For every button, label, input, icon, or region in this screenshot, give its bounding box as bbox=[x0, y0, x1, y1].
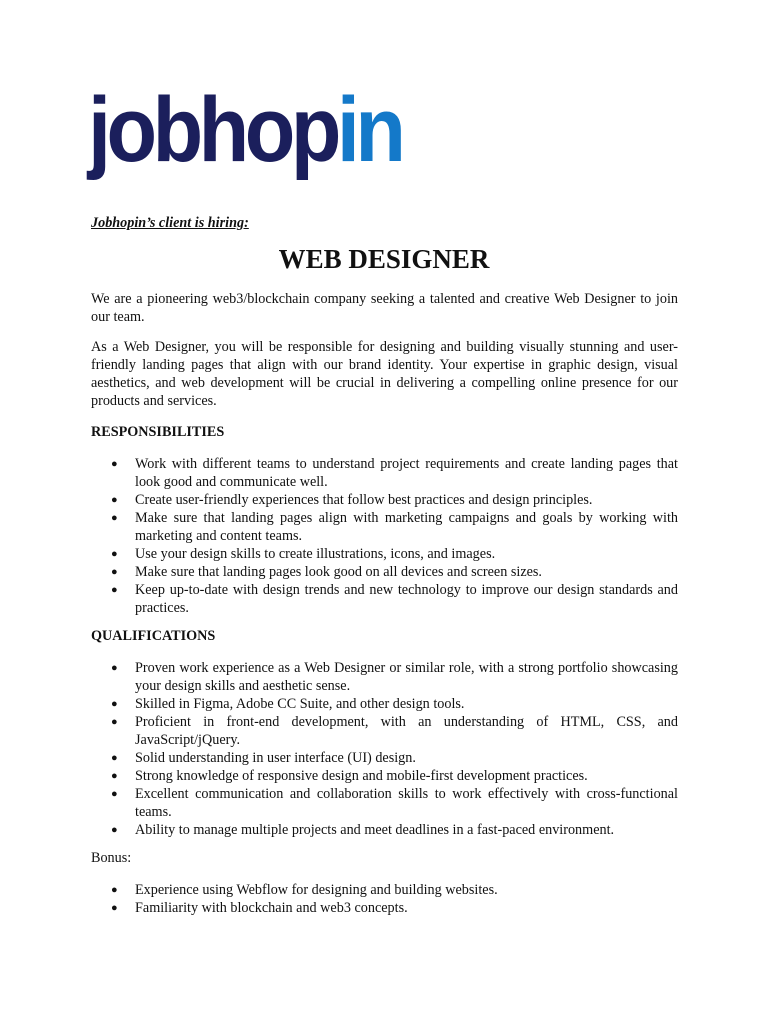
qualifications-heading: QUALIFICATIONS bbox=[91, 628, 216, 644]
hiring-label: Jobhopin’s client is hiring: bbox=[91, 215, 249, 231]
bonus-list bbox=[91, 881, 678, 917]
responsibilities-list bbox=[91, 455, 678, 617]
list-item: ● Proven work experience as a Web Designer or similar role, with a strong portfolio showcasing your design skills and aesthetic sense. bbox=[91, 659, 678, 695]
bonus-heading: Bonus: bbox=[91, 850, 132, 866]
qualifications-list bbox=[91, 659, 678, 839]
list-item: ● Make sure that landing pages align with marketing campaigns and goals by working with marketing and content teams. bbox=[91, 509, 678, 545]
list-item: ● Strong knowledge of responsive design and mobile-first development practices. bbox=[91, 767, 678, 785]
list-item: ● Ability to manage multiple projects and meet deadlines in a fast-paced environment. bbox=[91, 821, 678, 839]
responsibilities-heading: RESPONSIBILITIES bbox=[91, 424, 225, 440]
intro-paragraph: We are a pioneering web3/blockchain company seeking a talented and creative Web Designer to join our team. bbox=[91, 291, 678, 325]
list-item: ● Use your design skills to create illustrations, icons, and images. bbox=[91, 545, 678, 563]
responsibilities-section bbox=[91, 423, 678, 617]
list-item: ● Experience using Webflow for designing and building websites. bbox=[91, 881, 678, 899]
list-item: ● Skilled in Figma, Adobe CC Suite, and other design tools. bbox=[91, 695, 678, 713]
list-item: ● Proficient in front-end development, with an understanding of HTML, CSS, and JavaScript/jQuery. bbox=[91, 713, 678, 749]
list-item: ● Excellent communication and collaboration skills to work effectively with cross-functional teams. bbox=[91, 785, 678, 821]
page-title: WEB DESIGNER bbox=[278, 244, 490, 274]
bonus-section bbox=[91, 849, 678, 917]
qualifications-section bbox=[91, 627, 678, 839]
list-item: ● Familiarity with blockchain and web3 concepts. bbox=[91, 899, 678, 917]
list-item: ● Keep up-to-date with design trends and new technology to improve our design standards and practices. bbox=[91, 581, 678, 617]
jobhopin-logo: jobhopin bbox=[88, 79, 402, 181]
list-item: ● Solid understanding in user interface (UI) design. bbox=[91, 749, 678, 767]
role-paragraph: As a Web Designer, you will be responsible for designing and building visually stunning and user-friendly landing pages that align with our brand identity. Your expertise in graphic design, visual aesthetics, and web development will be crucial in delivering a compelling online presence for our products and services. bbox=[91, 339, 678, 409]
list-item: ● Make sure that landing pages look good on all devices and screen sizes. bbox=[91, 563, 678, 581]
list-item: ● Create user-friendly experiences that follow best practices and design principles. bbox=[91, 491, 678, 509]
list-item: ● Work with different teams to understand project requirements and create landing pages that look good and communicate well. bbox=[91, 455, 678, 491]
